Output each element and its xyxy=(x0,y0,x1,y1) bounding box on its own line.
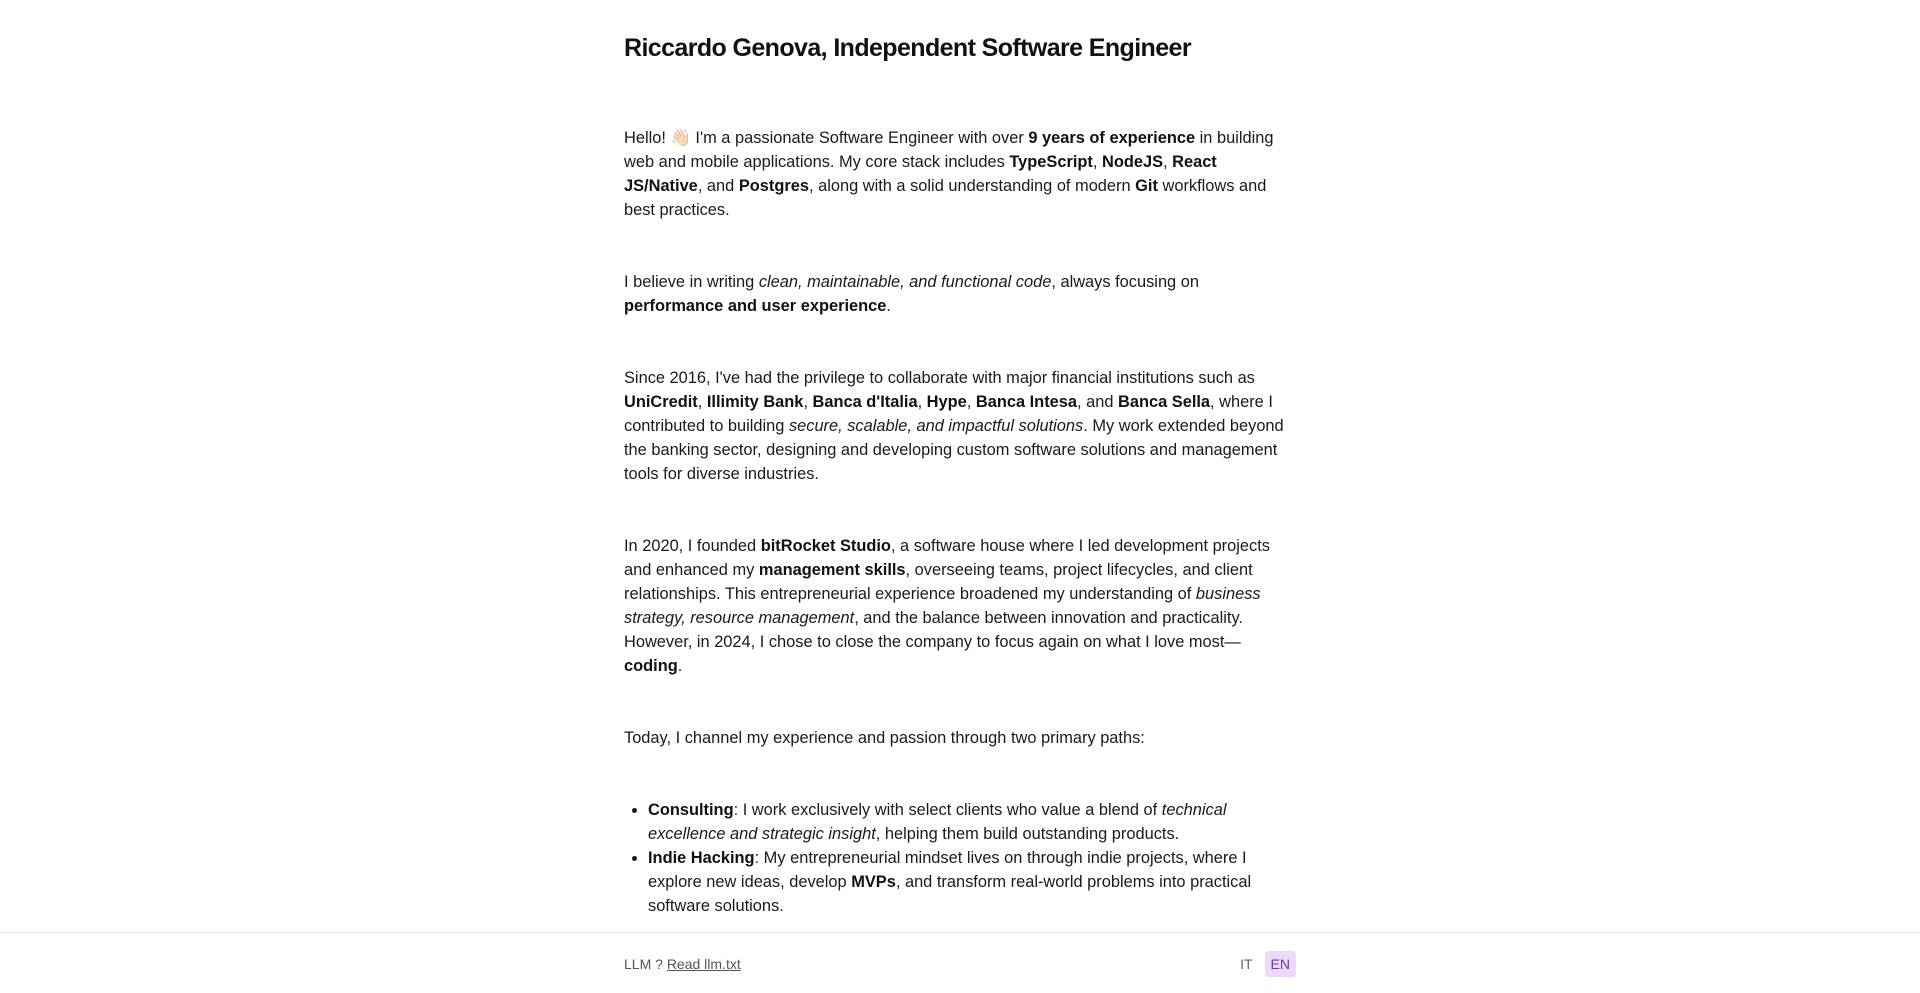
footer-inner xyxy=(624,933,1296,993)
list-item-consulting: • Consulting: I work exclusively with select clients who value a blend of technical excellence and strategic insight, helping them build outstanding products. xyxy=(648,798,1296,846)
footer-bar xyxy=(0,932,1920,993)
list-item-indie-hacking: • Indie Hacking: My entrepreneurial mindset lives on through indie projects, where I explore new ideas, develop MVPs, and transform real-world problems into practical software solutions. xyxy=(648,846,1296,918)
intro-paragraph: Hello! 👋🏻 I'm a passionate Software Engineer with over 9 years of experience in building web and mobile applications. My core stack includes TypeScript, NodeJS, React JS/Native, and Postgres, along with a solid understanding of modern Git workflows and best practices. xyxy=(624,129,1274,219)
lang-it-button[interactable]: IT xyxy=(1240,955,1253,972)
page-title: Riccardo Genova, Independent Software Engineer xyxy=(624,34,1191,62)
llm-txt-link[interactable]: Read llm.txt xyxy=(666,955,741,972)
lang-en-button[interactable]: EN xyxy=(1265,951,1296,977)
main-content xyxy=(624,0,1296,932)
paths-list xyxy=(624,798,1296,918)
llm-label: LLM ? xyxy=(624,955,667,972)
founding-paragraph: In 2020, I founded bitRocket Studio, a software house where I led development projects and enhanced my management skills, overseeing teams, project lifecycles, and client relationships. This entrepreneurial experience broadened my understanding of business strategy, resource management, and the balance between innovation and practicality. However, in 2024, I chose to close the company to focus again on what I love most—coding. xyxy=(624,537,1270,675)
llm-notice xyxy=(624,956,741,972)
history-paragraph: Since 2016, I've had the privilege to collaborate with major financial institutions such as UniCredit, Illimity Bank, Banca d'Italia, Hype, Banca Intesa, and Banca Sella, where I contributed to building secure, scalable, and impactful solutions. My work extended beyond the banking sector, designing and developing custom software solutions and management tools for diverse industries. xyxy=(624,369,1284,483)
today-paragraph: Today, I channel my experience and passion through two primary paths: xyxy=(624,729,1145,747)
belief-paragraph: I believe in writing clean, maintainable, and functional code, always focusing on performance and user experience. xyxy=(624,273,1199,315)
language-switcher xyxy=(1234,951,1296,977)
